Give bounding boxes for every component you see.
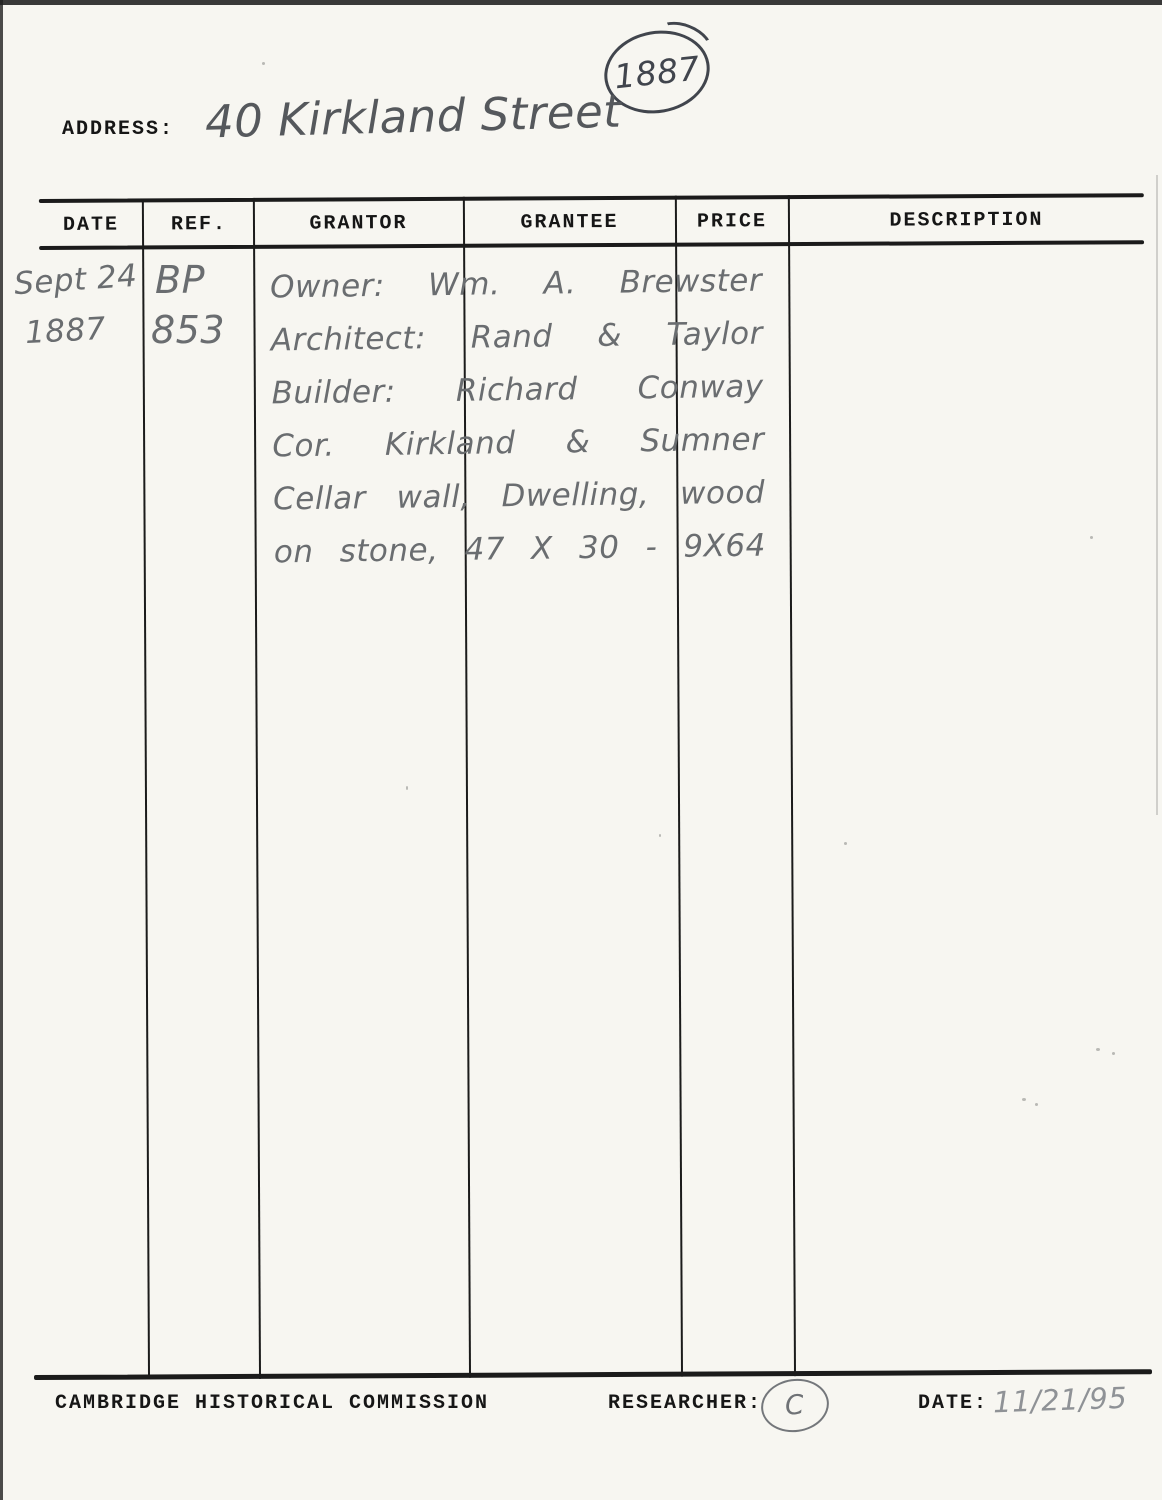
entry-notes-line-3: Builder: Richard Conway bbox=[271, 368, 764, 412]
entry-notes-line-1: Owner: Wm. A. Brewster bbox=[269, 262, 763, 306]
table-header-description-label: DESCRIPTION bbox=[889, 208, 1044, 233]
scan-speck bbox=[1090, 536, 1093, 539]
address-label: ADDRESS: bbox=[62, 118, 175, 141]
entry-notes-line-6: on stone, 47 X 30 - 9X64 bbox=[273, 527, 767, 571]
table-bottom-border bbox=[34, 1369, 1152, 1380]
table-header-ref-label: REF. bbox=[170, 212, 228, 236]
footer-date-value: 11/21/95 bbox=[992, 1380, 1128, 1420]
table-header-description bbox=[789, 203, 1144, 237]
column-divider-date-ref bbox=[142, 198, 150, 1379]
table-header-ref bbox=[144, 208, 254, 241]
scan-speck bbox=[1035, 1103, 1038, 1106]
entry-notes bbox=[270, 255, 766, 580]
scan-speck bbox=[262, 62, 265, 65]
entry-notes-line-4: Cor. Kirkland & Sumner bbox=[272, 421, 765, 465]
entry-ref-line-1: BP bbox=[155, 258, 205, 302]
table-header-border bbox=[39, 240, 1144, 250]
scan-speck bbox=[406, 786, 408, 790]
scan-speck bbox=[844, 842, 847, 845]
entry-ref-line-2: 853 bbox=[151, 308, 226, 352]
table-header-grantee bbox=[464, 206, 675, 239]
table-header-date bbox=[39, 208, 143, 241]
address-value: 40 Kirkland Street bbox=[204, 84, 622, 149]
scan-speck bbox=[1096, 1048, 1100, 1051]
circled-year: 1887 bbox=[612, 48, 702, 96]
footer-date-label: DATE: bbox=[918, 1392, 989, 1415]
entry-notes-line-5: Cellar wall, Dwelling, wood bbox=[272, 474, 766, 518]
scan-speck bbox=[1112, 1052, 1115, 1055]
scan-speck bbox=[1022, 1098, 1026, 1101]
table-header-date-label: DATE bbox=[62, 213, 120, 237]
table-header-grantee-label: GRANTEE bbox=[520, 210, 619, 234]
footer-organization: CAMBRIDGE HISTORICAL COMMISSION bbox=[55, 1392, 490, 1415]
table-header-grantor-label: GRANTOR bbox=[309, 211, 408, 236]
researcher-initial: C bbox=[784, 1389, 806, 1422]
researcher-label: RESEARCHER: bbox=[608, 1392, 763, 1415]
scan-speck bbox=[659, 834, 661, 837]
table-header-price-label: PRICE bbox=[696, 209, 768, 234]
column-divider-price-description bbox=[788, 195, 796, 1376]
table-header-price bbox=[676, 205, 788, 238]
table-header-grantor bbox=[254, 207, 463, 240]
entry-notes-line-2: Architect: Rand & Taylor bbox=[270, 315, 764, 359]
entry-date-line-1: Sept 24 bbox=[12, 257, 139, 303]
entry-date-line-2: 1887 bbox=[24, 310, 107, 352]
table-top-border bbox=[39, 193, 1144, 203]
column-divider-ref-grantor bbox=[253, 198, 261, 1379]
